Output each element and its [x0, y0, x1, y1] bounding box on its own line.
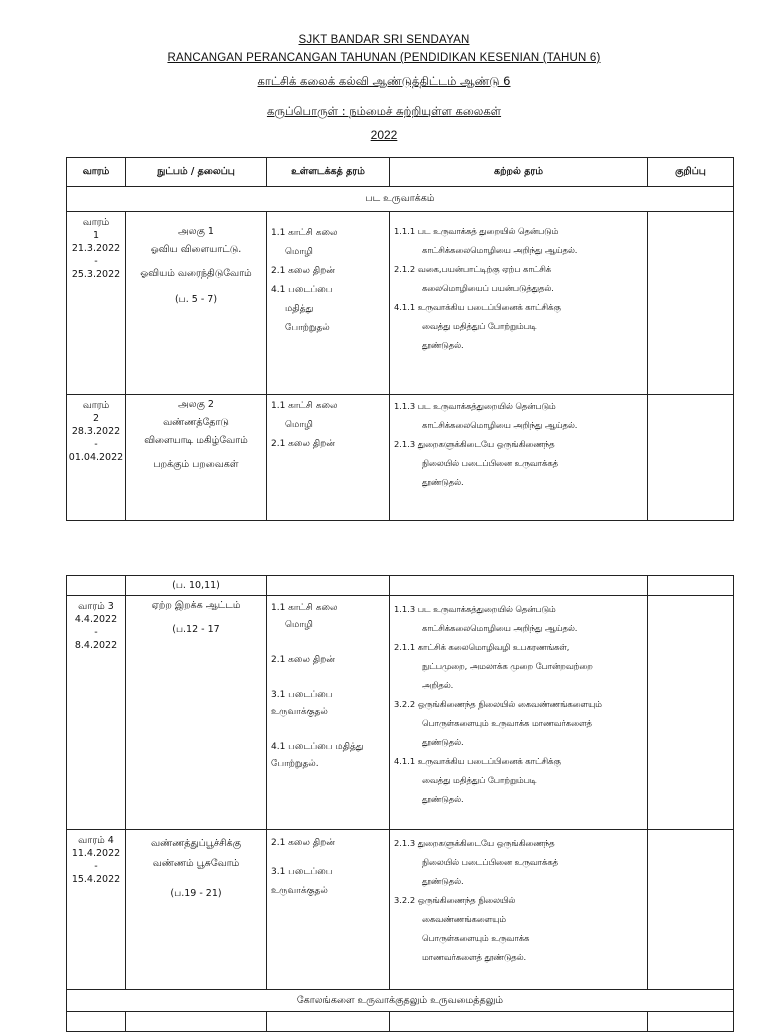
section-title: பட உருவாக்கம் [67, 187, 734, 212]
topic-cell: அலகு 1 ஓவிய விளையாட்டு. ஓவியம் வரைந்திடுவோம் (ப. 5 - 7) [126, 212, 267, 395]
table-header-row [67, 158, 734, 187]
learning-standard-cell: 1.1.1 பட உருவாக்கத் துறையில் தென்படும் காட்சிக்கலைமொழியை அறிந்து ஆய்தல். 2.1.2 வகை,பயன்பாட்டிற்கு ஏற்ப காட்சிக் கலைமொழியைப் பயன்படுத்துதல். 4.1.1 உருவாக்கிய படைப்பினைக் காட்சிக்கு வைத்து மதித்துப் போற்றும்படி தூண்டுதல். [390, 212, 648, 395]
header-week: வாரம் [67, 158, 126, 187]
section-row [67, 990, 734, 1012]
table-row [67, 576, 734, 596]
table-row [67, 596, 734, 830]
content-standard-cell: 2.1 கலை திறன் 3.1 படைப்பை உருவாக்குதல் [267, 830, 390, 990]
week-cell: வாரம் 2 28.3.2022 - 01.04.2022 [67, 395, 126, 521]
plan-table-page1 [66, 157, 734, 521]
content-standard-cell [267, 1012, 390, 1032]
learning-standard-cell [390, 1012, 648, 1032]
notes-cell [648, 395, 734, 521]
content-standard-cell: 1.1 காட்சி கலை மொழி 2.1 கலை திறன் 3.1 படைப்பை உருவாக்குதல் 4.1 படைப்பை மதித்து போற்றுதல். [267, 596, 390, 830]
topic-cell: அலகு 2 வண்ணத்தோடு விளையாடி மகிழ்வோம் பறக்கும் பறவைகள் [126, 395, 267, 521]
table-row [67, 830, 734, 990]
school-name: SJKT BANDAR SRI SENDAYAN [298, 34, 470, 46]
week-cell [67, 1012, 126, 1032]
week-cell: வாரம் 3 4.4.2022 - 8.4.2022 [67, 596, 126, 830]
section-title: கோலங்களை உருவாக்குதலும் உருவமைத்தலும் [67, 990, 734, 1012]
topic-cell [126, 1012, 267, 1032]
week-cell [67, 576, 126, 596]
topic-cell: வண்ணத்துப்பூச்சிக்கு வண்ணம் பூசுவோம் (ப.19 - 21) [126, 830, 267, 990]
topic-cell: ஏற்ற இறக்க ஆட்டம் (ப.12 - 17 [126, 596, 267, 830]
notes-cell [648, 830, 734, 990]
notes-cell [648, 596, 734, 830]
subject-title: காட்சிக் கலைக் கல்வி ஆண்டுத்திட்டம் ஆண்டு 6 [257, 74, 511, 88]
plan-title: RANCANGAN PERANCANGAN TAHUNAN (PENDIDIKAN KESENIAN (TAHUN 6) [167, 52, 601, 64]
plan-table-page2 [66, 575, 734, 1032]
week-cell: வாரம் 4 11.4.2022 - 15.4.2022 [67, 830, 126, 990]
header-learning-standard: கற்றல் தரம் [390, 158, 648, 187]
topic-cell: (ப. 10,11) [126, 576, 267, 596]
content-standard-cell: 1.1 காட்சி கலை மொழி 2.1 கலை திறன் [267, 395, 390, 521]
theme-title: கருப்பொருள் : நம்மைச் சுற்றியுள்ள கலைகள் [266, 104, 502, 118]
section-row [67, 187, 734, 212]
table-row [67, 212, 734, 395]
header-notes: குறிப்பு [648, 158, 734, 187]
learning-standard-cell: 2.1.3 துறைகளுக்கிடையே ஒருங்கிணைந்த நிலையில் படைப்பினை உருவாக்கத் தூண்டுதல். 3.2.2 ஒருங்கிணைந்த நிலையில் கைவண்ணங்களையும் பொருள்களையும் உருவாக்க மாணவர்களைத் தூண்டுதல். [390, 830, 648, 990]
notes-cell [648, 212, 734, 395]
header-technique: நுட்பம் / தலைப்பு [126, 158, 267, 187]
notes-cell [648, 576, 734, 596]
learning-standard-cell: 1.1.3 பட உருவாக்கத்துறையில் தென்படும் காட்சிக்கலைமொழியை அறிந்து ஆய்தல். 2.1.1 காட்சிக் கலைமொழிவழி உபகரணங்கள், நுட்பமுறை, அமலாக்க முறை போன்றவற்றை அறிதல். 3.2.2 ஒருங்கிணைந்த நிலையில் கைவண்ணங்களையும் பொருள்களையும் உருவாக்க மாணவர்களைத் தூண்டுதல். 4.1.1 உருவாக்கிய படைப்பினைக் காட்சிக்கு வைத்து மதித்துப் போற்றும்படி தூண்டுதல். [390, 596, 648, 830]
table-row [67, 1012, 734, 1032]
week-cell: வாரம் 1 21.3.2022 - 25.3.2022 [67, 212, 126, 395]
learning-standard-cell: 1.1.3 பட உருவாக்கத்துறையில் தென்படும் காட்சிக்கலைமொழியை அறிந்து ஆய்தல். 2.1.3 துறைகளுக்கிடையே ஒருங்கிணைந்த நிலையில் படைப்பினை உருவாக்கத் தூண்டுதல். [390, 395, 648, 521]
content-standard-cell [267, 576, 390, 596]
header-content-standard: உள்ளடக்கத் தரம் [267, 158, 390, 187]
content-standard-cell: 1.1 காட்சி கலை மொழி 2.1 கலை திறன் 4.1 படைப்பை மதித்து போற்றுதல் [267, 212, 390, 395]
table-row [67, 395, 734, 521]
year-title: 2022 [370, 128, 398, 142]
learning-standard-cell [390, 576, 648, 596]
notes-cell [648, 1012, 734, 1032]
